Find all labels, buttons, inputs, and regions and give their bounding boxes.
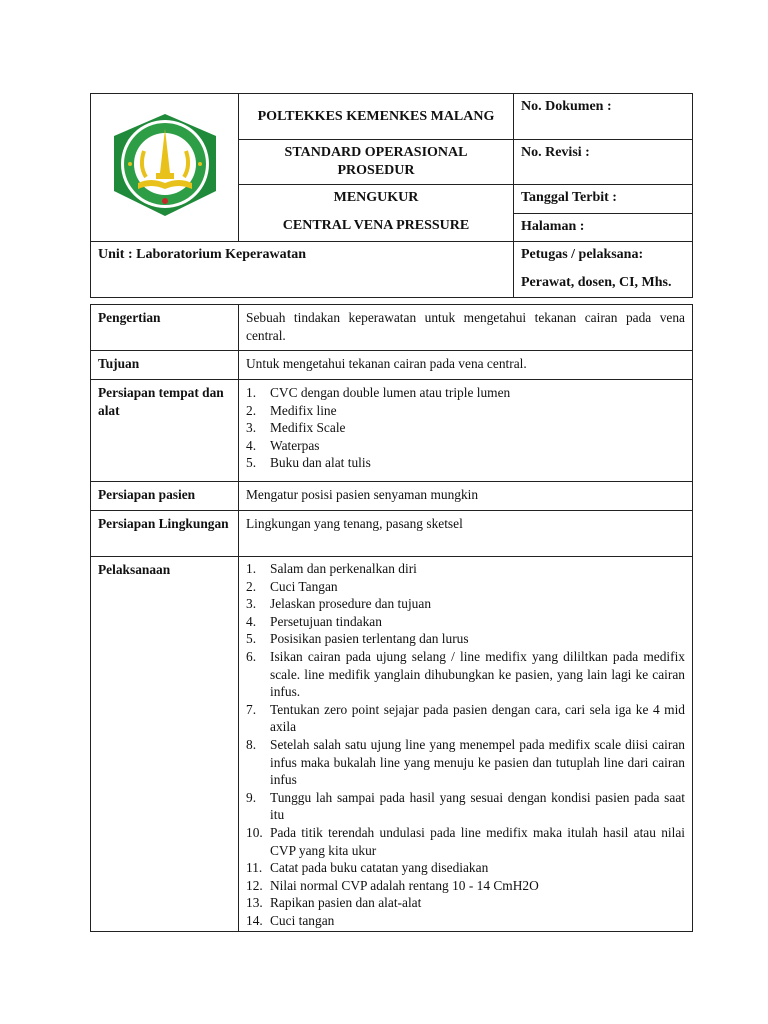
list-item-text: Salam dan perkenalkan diri	[270, 561, 417, 576]
list-item-number: 4.	[246, 437, 257, 453]
institution-name: POLTEKKES KEMENKES MALANG	[239, 94, 514, 140]
list-item-text: Setelah salah satu ujung line yang menempel pada medifix scale diisi cairan infus maka bukalah line yang menuju ke pasien dan tutuplah line dari cairan infus	[270, 736, 685, 788]
sop-document	[90, 93, 692, 932]
list-item	[246, 912, 685, 930]
list-item-text: Waterpas	[270, 437, 320, 453]
list-item	[246, 454, 685, 472]
logo-cell	[91, 94, 239, 242]
list-item	[246, 648, 685, 701]
persiapan-lingkungan-text: Lingkungan yang tenang, pasang sketsel	[239, 511, 693, 557]
list-item	[246, 384, 685, 402]
no-dokumen: No. Dokumen :	[514, 94, 693, 140]
list-item-text: Pada titik terendah undulasi pada line medifix maka itulah hasil atau nilai CVP yang kita ukur	[270, 824, 685, 858]
list-item	[246, 877, 685, 895]
list-item-text: Posisikan pasien terlentang dan lurus	[270, 631, 469, 647]
tujuan-text: Untuk mengetahui tekanan cairan pada vena central.	[239, 351, 693, 380]
list-item	[246, 560, 685, 578]
list-item-text: Medifix line	[270, 402, 337, 418]
petugas-value: Perawat, dosen, CI, Mhs.	[521, 274, 672, 290]
list-item-text: Nilai normal CVP adalah rentang 10 - 14 CmH2O	[270, 877, 539, 893]
doc-type: STANDARD OPERASIONAL PROSEDUR	[239, 140, 514, 185]
procedure-title-line1: MENGUKUR	[333, 190, 419, 205]
list-item	[246, 402, 685, 420]
pengertian-text: Sebuah tindakan keperawatan untuk mengetahui tekanan cairan pada vena central.	[239, 305, 693, 351]
list-item-number: 1.	[246, 385, 257, 400]
list-item-text: Jelaskan prosedure dan tujuan	[270, 596, 432, 612]
list-item-number: 2.	[246, 578, 257, 594]
tujuan-label: Tujuan	[91, 351, 239, 380]
persiapan-pasien-label: Persiapan pasien	[91, 482, 239, 511]
unit-label: Unit : Laboratorium Keperawatan	[91, 242, 514, 298]
table-row	[91, 557, 693, 932]
list-item-text: Tunggu lah sampai pada hasil yang sesuai dengan kondisi pasien pada saat itu	[270, 789, 685, 823]
tanggal-terbit: Tanggal Terbit :	[514, 185, 693, 214]
list-item	[246, 894, 685, 912]
list-item-number: 5.	[246, 455, 257, 471]
halaman: Halaman :	[514, 214, 693, 242]
list-item-number: 12.	[246, 877, 263, 893]
pelaksanaan-label: Pelaksanaan	[91, 557, 239, 932]
body-table	[90, 304, 693, 932]
list-item-number: 3.	[246, 596, 257, 612]
list-item-number: 6.	[246, 648, 257, 664]
procedure-title-line2: CENTRAL VENA PRESSURE	[282, 217, 470, 233]
list-item-number: 1.	[246, 561, 257, 576]
list-item	[246, 736, 685, 789]
petugas	[514, 242, 693, 298]
list-item-number: 7.	[246, 701, 257, 717]
persiapan-alat-list	[239, 380, 693, 482]
table-row	[91, 305, 693, 351]
list-item-text: Buku dan alat tulis	[270, 455, 371, 471]
list-item-text: Rapikan pasien dan alat-alat	[270, 895, 422, 911]
list-item-number: 3.	[246, 420, 257, 436]
unit-table	[90, 241, 693, 298]
list-item-number: 13.	[246, 895, 263, 911]
list-item	[246, 824, 685, 859]
list-item-number: 4.	[246, 613, 257, 629]
list-item-number: 2.	[246, 402, 257, 418]
alat-list	[246, 384, 685, 472]
pelaksanaan-steps	[246, 560, 685, 929]
list-item-number: 9.	[246, 789, 257, 805]
list-item-number: 5.	[246, 631, 257, 647]
table-row	[91, 380, 693, 482]
list-item	[246, 613, 685, 631]
list-item	[246, 789, 685, 824]
list-item	[246, 701, 685, 736]
procedure-title	[239, 185, 514, 242]
poltekkes-logo	[106, 111, 224, 219]
table-row	[91, 482, 693, 511]
list-item-number: 11.	[246, 860, 263, 876]
list-item-number: 8.	[246, 736, 257, 752]
list-item	[246, 419, 685, 437]
no-revisi: No. Revisi :	[514, 140, 693, 185]
persiapan-lingkungan-label: Persiapan Lingkungan	[91, 511, 239, 557]
list-item-text: Tentukan zero point sejajar pada pasien dengan cara, cari sela iga ke 4 mid axila	[270, 701, 685, 735]
list-item-number: 10.	[246, 824, 263, 840]
list-item-text: Catat pada buku catatan yang disediakan	[270, 860, 489, 876]
pelaksanaan-list	[239, 557, 693, 932]
persiapan-alat-label: Persiapan tempat dan alat	[91, 380, 239, 482]
list-item	[246, 437, 685, 455]
list-item-number: 14.	[246, 912, 263, 928]
list-item-text: CVC dengan double lumen atau triple lumen	[270, 385, 511, 400]
table-row	[91, 511, 693, 557]
list-item	[246, 578, 685, 596]
header-table	[90, 93, 693, 242]
list-item-text: Cuci tangan	[270, 912, 335, 928]
list-item-text: Persetujuan tindakan	[270, 613, 382, 629]
persiapan-pasien-text: Mengatur posisi pasien senyaman mungkin	[239, 482, 693, 511]
list-item-text: Cuci Tangan	[270, 578, 338, 594]
list-item	[246, 859, 685, 877]
list-item-text: Medifix Scale	[270, 420, 346, 436]
list-item	[246, 630, 685, 648]
list-item-text: Isikan cairan pada ujung selang / line medifix yang dililtkan pada medifix scale. line medifik yanglain dihubungkan ke pasien, yang lain lagi ke cairan infus.	[270, 648, 685, 700]
list-item	[246, 595, 685, 613]
table-row	[91, 351, 693, 380]
petugas-label: Petugas / pelaksana:	[521, 247, 644, 262]
pengertian-label: Pengertian	[91, 305, 239, 351]
